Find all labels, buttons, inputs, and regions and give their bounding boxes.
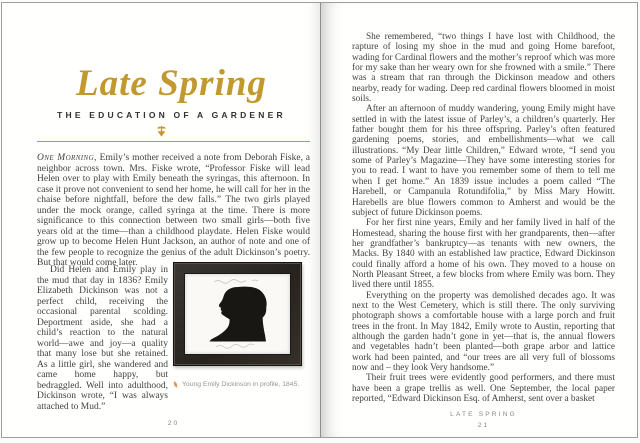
right-page-text-block [352,32,615,404]
paragraph [37,153,310,269]
paragraph: She remembered, “two things I have lost with Childhood, the rapture of losing my shoe in the mud and going Home barefoot, wading for Cardinal flowers and the mother’s reproof which was more for my sake than her weary own for she frowned with a smile.” There was a stream that ran through the Dickinson meadow and others nearby, ready for wading. Deep red cardinal flowers bloomed in moist soils. [352,32,615,105]
chapter-title: Late Spring [76,63,267,104]
chapter-subtitle: THE EDUCATION OF A GARDENER [57,110,286,120]
silhouette-head [209,287,266,342]
gold-divider-rule [37,141,310,142]
running-footer: LATE SPRING [450,411,517,418]
book-spread [1,2,638,438]
paragraph-lead-in: One Morning, [37,153,97,163]
figure-caption-text: Young Emily Dickinson in profile, 1845. [182,381,300,388]
silhouette-figure [173,262,302,366]
silhouette-portrait-image [186,275,290,353]
page-gutter [320,3,321,437]
page-number-left: 20 [167,420,180,427]
paragraph-text: Emily’s mother received a note from Deborah Fiske, a neighbor across town. Mrs. Fiske wrote, “Professor Fiske will lead Helen over to play with Emily beneath the syringas, this afternoon. In case it prove not convenient to send her home, he will call for her in the chaise before nightfall, before the dew falls.” The two girls played under the mock orange, called syringa at the time. There is more significance to this connection between two small girls—both five years old at the time—than a childhood playdate. Helen Fiske would grow up to become Helen Hunt Jackson, an author of note and one of the few people to recognize the genius of the adult Dickinson’s poetry. But that would come later. [37,153,311,268]
page-number-right: 21 [477,422,490,429]
handwriting-squiggle [216,344,254,348]
paragraph: Everything on the property was demolished decades ago. It was next to the West Cemetery, which is still there. The only surviving photograph shows a comfortable house with a large porch and fruit trees in the front. In May 1842, Emily wrote to Austin, reporting that although the garden hadn’t gone in yet—that is, the annual flowers and vegetables hadn’t been planted—both grape arbor and lattice work had been painted, and “our trees are all very full of blossoms now and – they look Very handsome.” [352,290,615,373]
figure-caption [173,381,323,388]
right-page [321,3,637,437]
paragraph: Their fruit trees were evidently good performers, and there must have been a grape trellis as well. One September, the local paper reported, “Edward Dickinson Esq. of Amherst, sent over a basket [352,373,615,405]
paragraph: For her first nine years, Emily and her family lived in half of the Homestead, sharing the house first with her grandparents, then—after her grandfather’s bankruptcy—as tenants with new owners, the Macks. By 1840 with an established law practice, Edward Dickinson could finally afford a home of his own. They moved to a house on North Pleasant Street, a few blocks from where Emily was born. They lived there until 1855. [352,218,615,291]
handwriting-squiggle [214,280,258,284]
paragraph: After an afternoon of muddy wandering, young Emily might have settled in with the latest issue of Parley’s, a children’s quarterly. Her father bought them for his three offspring. Parley’s often featured gardening poems, stories, and embellishments—what we call illustrations. “My Dear little Children,” Edward wrote, “I send you some of Parley’s Magazine—They have some interesting stories for you to read. I want to have you remember some of them to tell me when I get home.” An 1839 issue includes a poem called “The Harebell, or Campanula Rotundifolia,” by Miss Mary Howitt. Harebells are blue flowers common to Amherst and would be the subject of future Dickinson poems. [352,104,615,218]
silhouette-frame [173,262,302,366]
leaf-icon [172,381,178,387]
silhouette-mat [184,273,291,355]
left-page [2,3,321,437]
paragraph: Did Helen and Emily play in the mud that day in 1836? Emily Elizabeth Dickinson was not a perfect child, receiving the occasional parental scolding. Deportment aside, she had a child’s reaction to the natural world—awe and joy—a quality that many lose but she retained. As a little girl, she wandered and came home happy, but bedraggled. Well into adulthood, Dickinson wrote, “I was always attached to Mud.” [37,265,168,412]
